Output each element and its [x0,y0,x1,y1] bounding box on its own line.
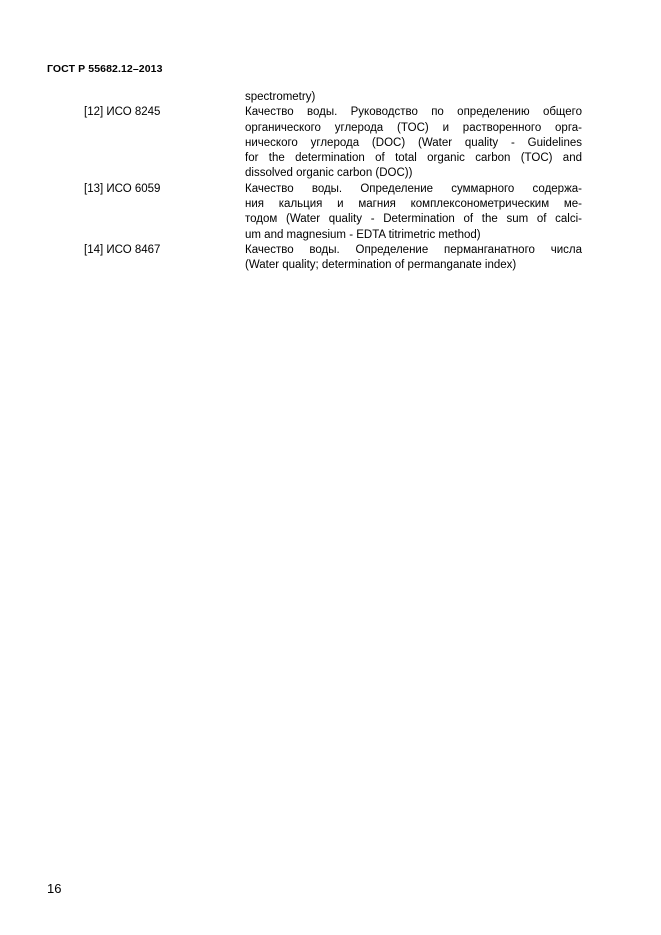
reference-text-line: тодом (Water quality - Determination of the sum of calci- [245,213,582,226]
reference-14 [0,243,661,274]
reference-13 [0,182,661,243]
reference-text [245,182,582,243]
reference-code: [13] ИСО 6059 [84,182,161,195]
reference-text [245,90,582,105]
reference-code: [12] ИСО 8245 [84,106,161,119]
reference-continuation [0,90,661,105]
reference-12 [0,105,661,181]
reference-text-line: spectrometry) [245,91,316,103]
references-list [0,90,661,274]
document-header: ГОСТ Р 55682.12–2013 [47,63,163,75]
reference-text-line: Качество воды. Определение перманганатного числа [245,243,582,256]
reference-text-line: um and magnesium - EDTA titrimetric method) [245,228,481,241]
reference-code: [14] ИСО 8467 [84,243,161,256]
reference-text [245,243,582,274]
reference-text-line: for the determination of total organic carbon (TOC) and [245,152,582,165]
reference-text [245,105,582,181]
page-number: 16 [47,881,62,896]
reference-text-line: органического углерода (TOC) и растворенного орга- [245,121,582,134]
reference-text-line: нического углерода (DOC) (Water quality - Guidelines [245,136,582,149]
reference-text-line: Качество воды. Определение суммарного содержа- [245,182,582,195]
reference-text-line: ния кальция и магния комплексонометрическим ме- [245,198,582,211]
reference-text-line: (Water quality; determination of permanganate index) [245,259,517,272]
reference-text-line: Качество воды. Руководство по определению общего [245,106,582,119]
reference-text-line: dissolved organic carbon (DOC)) [245,167,413,180]
